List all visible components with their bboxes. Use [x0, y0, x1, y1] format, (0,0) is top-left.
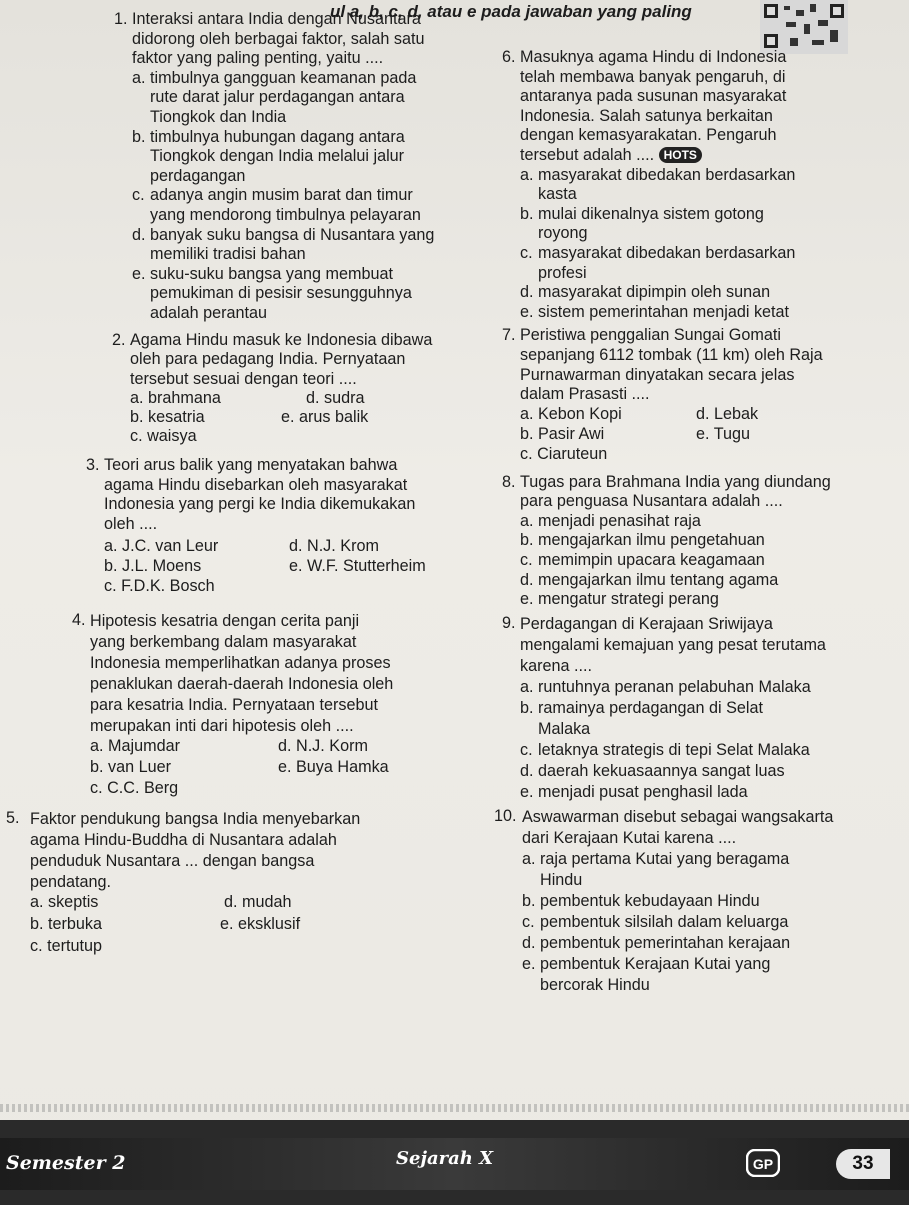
question-1: 1. Interaksi antara India dengan Nusantara didorong oleh berbagai faktor, salah satu faktor yang paling penting, yaitu .... a. timbulnya gangguan keamanan pada rute darat jalur perdagangan antara Tiongkok dan India b. timbulnya hubungan dagang antara Tiongkok dengan India melalui jalur perdagangan c. adanya angin musim barat dan timur yang mendorong timbulnya pelayaran d. banyak suku bangsa di Nusantara yang memiliki tradisi bahan e. suku-suku bangsa yang membuat pemukiman di pesisir sesungguhnya adalah perantau [114, 10, 514, 324]
option-3d[interactable]: d. N.J. Krom [289, 536, 379, 555]
option-1b[interactable]: b. timbulnya hubungan dagang antara Tiongkok dengan India melalui jalur perdagangan [132, 127, 405, 185]
question-10: 10. Aswawarman disebut sebagai wangsakarta dari Kerajaan Kutai karena .... a. raja pertama Kutai yang beragama Hindu b. pembentuk kebudayaan Hindu c. pembentuk silsilah dalam keluarga d. pembentuk pemerintahan kerajaan e. pembentuk Kerajaan Kutai yang bercorak Hindu [494, 807, 894, 996]
option-6c[interactable]: c. masyarakat dibedakan berdasarkan profesi [520, 243, 796, 282]
option-4e[interactable]: e. Buya Hamka [278, 757, 389, 776]
hots-badge: HOTS [659, 147, 702, 163]
divider [0, 1104, 909, 1112]
left-column [6, 10, 514, 957]
option-2d[interactable]: d. sudra [306, 389, 365, 408]
option-6d[interactable]: d. masyarakat dipimpin oleh sunan [520, 283, 771, 302]
option-1d[interactable]: d. banyak suku bangsa di Nusantara yang memiliki tradisi bahan [132, 225, 435, 264]
option-5a[interactable]: a. skeptis [30, 892, 99, 911]
question-7: 7. Peristiwa penggalian Sungai Gomati sepanjang 6112 tombak (11 km) oleh Raja Purnawarman dinyatakan secara jelas dalam Prasasti .... a. Kebon Kopi d. Lebak b. Pasir Awi e. Tugu c. Ciaruteun [502, 326, 823, 463]
option-9e[interactable]: e. menjadi pusat penghasil lada [520, 782, 748, 801]
gp-logo-icon [746, 1149, 780, 1177]
svg-text:GP: GP [752, 1156, 774, 1172]
question-5: 5. Faktor pendukung bangsa India menyebarkan agama Hindu-Buddha di Nusantara adalah penduduk Nusantara ... dengan bangsa pendatang. a. skeptis d. mudah b. terbuka e. eksklusif c. tertutup [6, 808, 361, 955]
option-7b[interactable]: b. Pasir Awi [520, 424, 605, 443]
question-4: 4. Hipotesis kesatria dengan cerita panji yang berkembang dalam masyarakat Indonesia memperlihatkan adanya proses penaklukan daerah-daerah Indonesia oleh para kesatria India. Pernyataan tersebut merupakan inti dari hipotesis oleh .... a. Majumdar d. N.J. Korm b. van Luer e. Buya Hamka c. C.C. Berg [72, 610, 394, 797]
option-9a[interactable]: a. runtuhnya peranan pelabuhan Malaka [520, 677, 811, 696]
option-5e[interactable]: e. eksklusif [220, 914, 301, 933]
option-8e[interactable]: e. mengatur strategi perang [520, 590, 719, 609]
option-6e[interactable]: e. sistem pemerintahan menjadi ketat [520, 302, 790, 321]
option-3e[interactable]: e. W.F. Stutterheim [289, 556, 426, 575]
question-2: 2. Agama Hindu masuk ke Indonesia dibawa oleh para pedagang India. Pernyataan tersebut sesuai dengan teori .... a. brahmana d. sudra b. kesatria e. arus balik c. waisya [112, 330, 433, 446]
right-column [494, 48, 902, 996]
option-5d[interactable]: d. mudah [224, 892, 292, 911]
option-10c[interactable]: c. pembentuk silsilah dalam keluarga [522, 912, 789, 931]
option-4b[interactable]: b. van Luer [90, 757, 171, 776]
option-1e[interactable]: e. suku-suku bangsa yang membuat pemukiman di pesisir sesungguhnya adalah perantau [132, 264, 412, 322]
option-3c[interactable]: c. F.D.K. Bosch [104, 576, 215, 595]
option-4d[interactable]: d. N.J. Korm [278, 736, 368, 755]
option-2c[interactable]: c. waisya [130, 427, 197, 446]
option-10b[interactable]: b. pembentuk kebudayaan Hindu [522, 891, 760, 910]
question-6: 6. Masuknya agama Hindu di Indonesia telah membawa banyak pengaruh, di antaranya pada susunan masyarakat Indonesia. Salah satunya berkaitan dengan kemasyarakatan. Pengaruh tersebut adalah .... HOTS a. masyarakat dibedakan berdasarkan kasta b. mulai dikenalnya sistem gotong royong c. masyarakat dibedakan berdasarkan profesi d. masyarakat dipimpin oleh sunan e. sistem pemerintahan menjadi ketat [502, 48, 902, 322]
option-8a[interactable]: a. menjadi penasihat raja [520, 511, 701, 530]
instruction-header: ul a, b, c, d, atau e pada jawaban yang paling [330, 2, 692, 21]
option-4c[interactable]: c. C.C. Berg [90, 778, 179, 797]
qr-code-icon [760, 0, 848, 54]
page-number: 33 [836, 1149, 890, 1179]
option-8b[interactable]: b. mengajarkan ilmu pengetahuan [520, 531, 765, 550]
option-7c[interactable]: c. Ciaruteun [520, 444, 608, 463]
option-9d[interactable]: d. daerah kekuasaannya sangat luas [520, 761, 785, 780]
option-2e[interactable]: e. arus balik [281, 408, 369, 427]
option-10d[interactable]: d. pembentuk pemerintahan kerajaan [522, 933, 791, 952]
option-6b[interactable]: b. mulai dikenalnya sistem gotong royong [520, 204, 764, 243]
semester-label: Semester 2 [6, 1152, 126, 1174]
option-10e[interactable]: e. pembentuk Kerajaan Kutai yang bercorak Hindu [522, 954, 771, 994]
subject-label: Sejarah X [396, 1148, 494, 1169]
option-8d[interactable]: d. mengajarkan ilmu tentang agama [520, 570, 779, 589]
option-3b[interactable]: b. J.L. Moens [104, 556, 202, 575]
option-5b[interactable]: b. terbuka [30, 914, 102, 933]
option-7a[interactable]: a. Kebon Kopi [520, 404, 622, 423]
option-1a[interactable]: a. timbulnya gangguan keamanan pada rute darat jalur perdagangan antara Tiongkok dan India [132, 68, 417, 126]
option-2b[interactable]: b. kesatria [130, 408, 205, 427]
option-1c[interactable]: c. adanya angin musim barat dan timur yang mendorong timbulnya pelayaran [132, 186, 421, 224]
option-7e[interactable]: e. Tugu [696, 424, 750, 443]
question-8: 8. Tugas para Brahmana India yang diundang para penguasa Nusantara adalah .... a. menjadi penasihat raja b. mengajarkan ilmu pengetahuan c. memimpin upacara keagamaan d. mengajarkan ilmu tentang agama e. mengatur strategi perang [502, 473, 902, 610]
option-9b[interactable]: b. ramainya perdagangan di Selat Malaka [520, 698, 763, 738]
option-5c[interactable]: c. tertutup [30, 936, 102, 955]
question-3: 3. Teori arus balik yang menyatakan bahwa agama Hindu disebarkan oleh masyarakat Indonesia yang pergi ke India dikemukakan oleh .... a. J.C. van Leur d. N.J. Krom b. J.L. Moens e. W.F. Stutterheim c. F.D.K. Bosch [86, 456, 426, 595]
option-4a[interactable]: a. Majumdar [90, 736, 180, 755]
option-8c[interactable]: c. memimpin upacara keagamaan [520, 551, 765, 570]
option-9c[interactable]: c. letaknya strategis di tepi Selat Malaka [520, 740, 810, 759]
option-10a[interactable]: a. raja pertama Kutai yang beragama Hindu [522, 849, 790, 889]
option-3a[interactable]: a. J.C. van Leur [104, 536, 219, 555]
question-9: 9. Perdagangan di Kerajaan Sriwijaya mengalami kemajuan yang pesat terutama karena .... a. runtuhnya peranan pelabuhan Malaka b. ramainya perdagangan di Selat Malaka c. letaknya strategis di tepi Selat Malaka d. daerah kekuasaannya sangat luas e. menjadi pusat penghasil lada [502, 614, 902, 803]
option-2a[interactable]: a. brahmana [130, 389, 221, 408]
option-7d[interactable]: d. Lebak [696, 404, 759, 423]
option-6a[interactable]: a. masyarakat dibedakan berdasarkan kasta [520, 165, 796, 204]
